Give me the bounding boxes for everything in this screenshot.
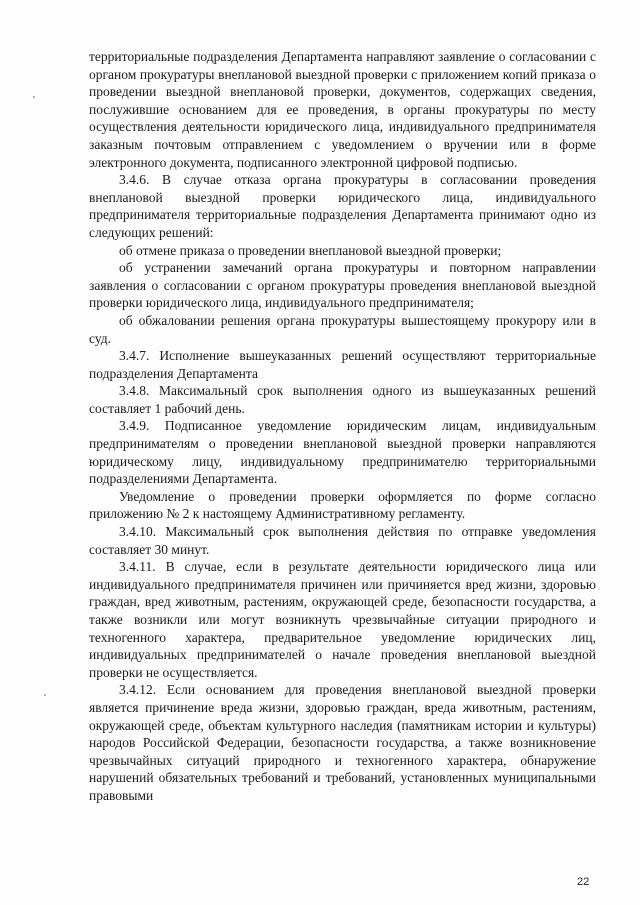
paragraph-3-4-6: 3.4.6. В случае отказа органа прокуратуры в согласовании проведения внеплановой выездной проверки юридического лица, индивидуального предпринимателя территориальные подразделения Департамента принимают одно из следующих решений: xyxy=(89,172,596,240)
paragraph-3-4-10: 3.4.10. Максимальный срок выполнения действия по отправке уведомления составляет 30 минут. xyxy=(89,524,596,557)
scan-speck xyxy=(44,694,46,696)
paragraph-option-cancel: об отмене приказа о проведении внеплановой выездной проверки; xyxy=(119,242,502,258)
document-body xyxy=(89,48,596,805)
paragraph-notification-form: Уведомление о проведении проверки оформляется по форме согласно приложению № 2 к настоящему Административному регламенту. xyxy=(89,488,596,522)
paragraph-3-4-7: 3.4.7. Исполнение вышеуказанных решений осуществляют территориальные подразделения Департамента xyxy=(89,348,596,381)
paragraph-option-resubmit: об устранении замечаний органа прокуратуры и повторном направлении заявления о согласовании с органом прокуратуры проведения внеплановой выездной проверки юридического лица, индивидуального предпринимателя; xyxy=(89,260,596,311)
page-number: 22 xyxy=(577,876,590,888)
paragraph-3-4-12: 3.4.12. Если основанием для проведения внеплановой выездной проверки является причинение вреда жизни, здоровью граждан, вреда животным, растениям, окружающей среде, объектам культурного наследия (памятникам истории и культуры) народов Российской Федерации, безопасности государства, а также возникновение чрезвычайных ситуаций природного и техногенного характера, обнаружение нарушений обязательных требований и требований, установленных муниципальными правовыми xyxy=(89,682,596,803)
paragraph-3-4-9: 3.4.9. Подписанное уведомление юридическим лицам, индивидуальным предпринимателям о проведении внеплановой выездной проверки направляются юридическому лицу, индивидуальному предпринимателю территориальными подразделениями Департамента. xyxy=(89,418,596,487)
paragraph-option-appeal: об обжаловании решения органа прокуратуры вышестоящему прокурору или в суд. xyxy=(89,312,596,346)
scan-speck xyxy=(33,96,35,98)
paragraph-3-4-8: 3.4.8. Максимальный срок выполнения одного из вышеуказанных решений составляет 1 рабочий день. xyxy=(89,383,596,416)
paragraph-3-4-11: 3.4.11. В случае, если в результате деятельности юридического лица или индивидуального предпринимателя причинен или причиняется вред жизни, здоровью граждан, вред животным, растениям, окружающей среде, безопасности государства, а также возникли или могут возникнуть чрезвычайные ситуации природного и техногенного характера, предварительное уведомление юридических лиц, индивидуальных предпринимателей о начале проведения внеплановой выездной проверки не осуществляется. xyxy=(89,559,596,680)
paragraph-continuation: территориальные подразделения Департамента направляют заявление о согласовании с органом прокуратуры внеплановой выездной проверки с приложением копий приказа о проведении выездной внеплановой проверки, документов, содержащих сведения, послужившие основанием для ее проведения, в органы прокуратуры по месту осуществления деятельности юридического лица, индивидуального предпринимателя заказным почтовым отправлением с уведомлением о вручении или в форме электронного документа, подписанного электронной цифровой подписью. xyxy=(89,49,596,170)
